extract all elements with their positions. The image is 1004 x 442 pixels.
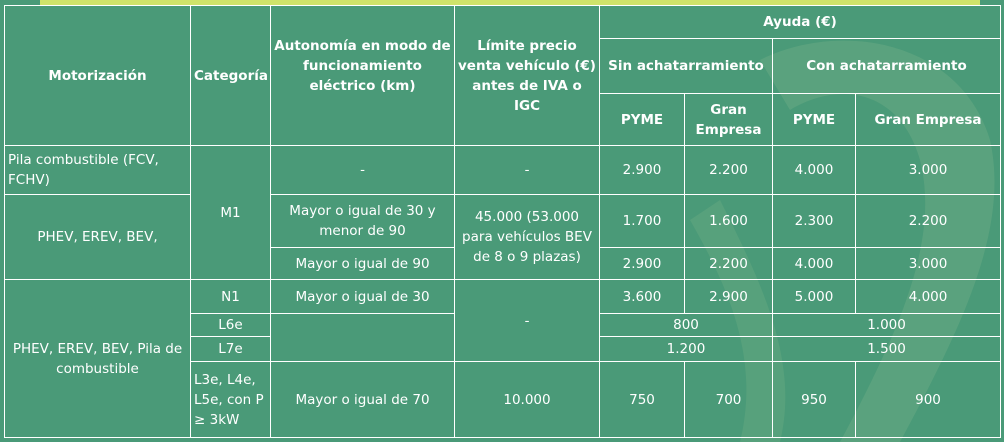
limite-fcv: -: [455, 146, 600, 195]
table-cell: 2.900: [685, 280, 773, 314]
table-cell: 3.000: [856, 248, 1001, 280]
table-cell: 1.200: [600, 337, 773, 362]
table-cell: 2.200: [856, 195, 1001, 248]
header-limite-precio: Límite precio venta vehículo (€) antes de IVA o IGC: [455, 6, 600, 146]
table-cell: 2.200: [685, 248, 773, 280]
header-pyme-sin: PYME: [600, 94, 685, 146]
table-cell: 1.000: [773, 314, 1001, 337]
table-cell: 900: [856, 362, 1001, 438]
autonomia-n1: Mayor o igual de 30: [271, 280, 455, 314]
table-cell: 700: [685, 362, 773, 438]
table-cell: 2.900: [600, 248, 685, 280]
table-cell: 3.600: [600, 280, 685, 314]
motorizacion-fcv: Pila combustible (FCV, FCHV): [5, 146, 191, 195]
table-cell: 3.000: [856, 146, 1001, 195]
table-cell: 1.600: [685, 195, 773, 248]
table-cell: 5.000: [773, 280, 856, 314]
ayudas-table: [4, 5, 1001, 438]
header-ayuda: Ayuda (€): [600, 6, 1001, 39]
table-cell: 4.000: [773, 248, 856, 280]
header-autonomia: Autonomía en modo de funcionamiento eléctrico (km): [271, 6, 455, 146]
table-cell: 2.300: [773, 195, 856, 248]
table-cell: 750: [600, 362, 685, 438]
header-gran-empresa-sin: Gran Empresa: [685, 94, 773, 146]
header-categoria: Categoría: [191, 6, 271, 146]
table-cell: 800: [600, 314, 773, 337]
motorizacion-phev-pila: PHEV, EREV, BEV, Pila de combustible: [5, 280, 191, 438]
autonomia-70: Mayor o igual de 70: [271, 362, 455, 438]
table-cell: 1.700: [600, 195, 685, 248]
autonomia-fcv: -: [271, 146, 455, 195]
autonomia-30-90: Mayor o igual de 30 y menor de 90: [271, 195, 455, 248]
limite-l3e: 10.000: [455, 362, 600, 438]
table-cell: 950: [773, 362, 856, 438]
categoria-m1: M1: [191, 146, 271, 280]
table-cell: 1.500: [773, 337, 1001, 362]
header-motorizacion: Motorización: [5, 6, 191, 146]
table-cell: 4.000: [856, 280, 1001, 314]
autonomia-90: Mayor o igual de 90: [271, 248, 455, 280]
header-sin-achatarramiento: Sin achatarramiento: [600, 39, 773, 94]
header-pyme-con: PYME: [773, 94, 856, 146]
limite-m1: 45.000 (53.000 para vehículos BEV de 8 o 9 plazas): [455, 195, 600, 280]
categoria-l6e: L6e: [191, 314, 271, 337]
motorizacion-phev: PHEV, EREV, BEV,: [5, 195, 191, 280]
categoria-l7e: L7e: [191, 337, 271, 362]
table-cell: 2.200: [685, 146, 773, 195]
categoria-n1: N1: [191, 280, 271, 314]
categoria-l3e: L3e, L4e, L5e, con P ≥ 3kW: [191, 362, 271, 438]
limite-n1-l7e: -: [455, 280, 600, 362]
header-gran-empresa-con: Gran Empresa: [856, 94, 1001, 146]
header-con-achatarramiento: Con achatarramiento: [773, 39, 1001, 94]
autonomia-l6e-l7e: [271, 314, 455, 362]
table-cell: 4.000: [773, 146, 856, 195]
table-cell: 2.900: [600, 146, 685, 195]
